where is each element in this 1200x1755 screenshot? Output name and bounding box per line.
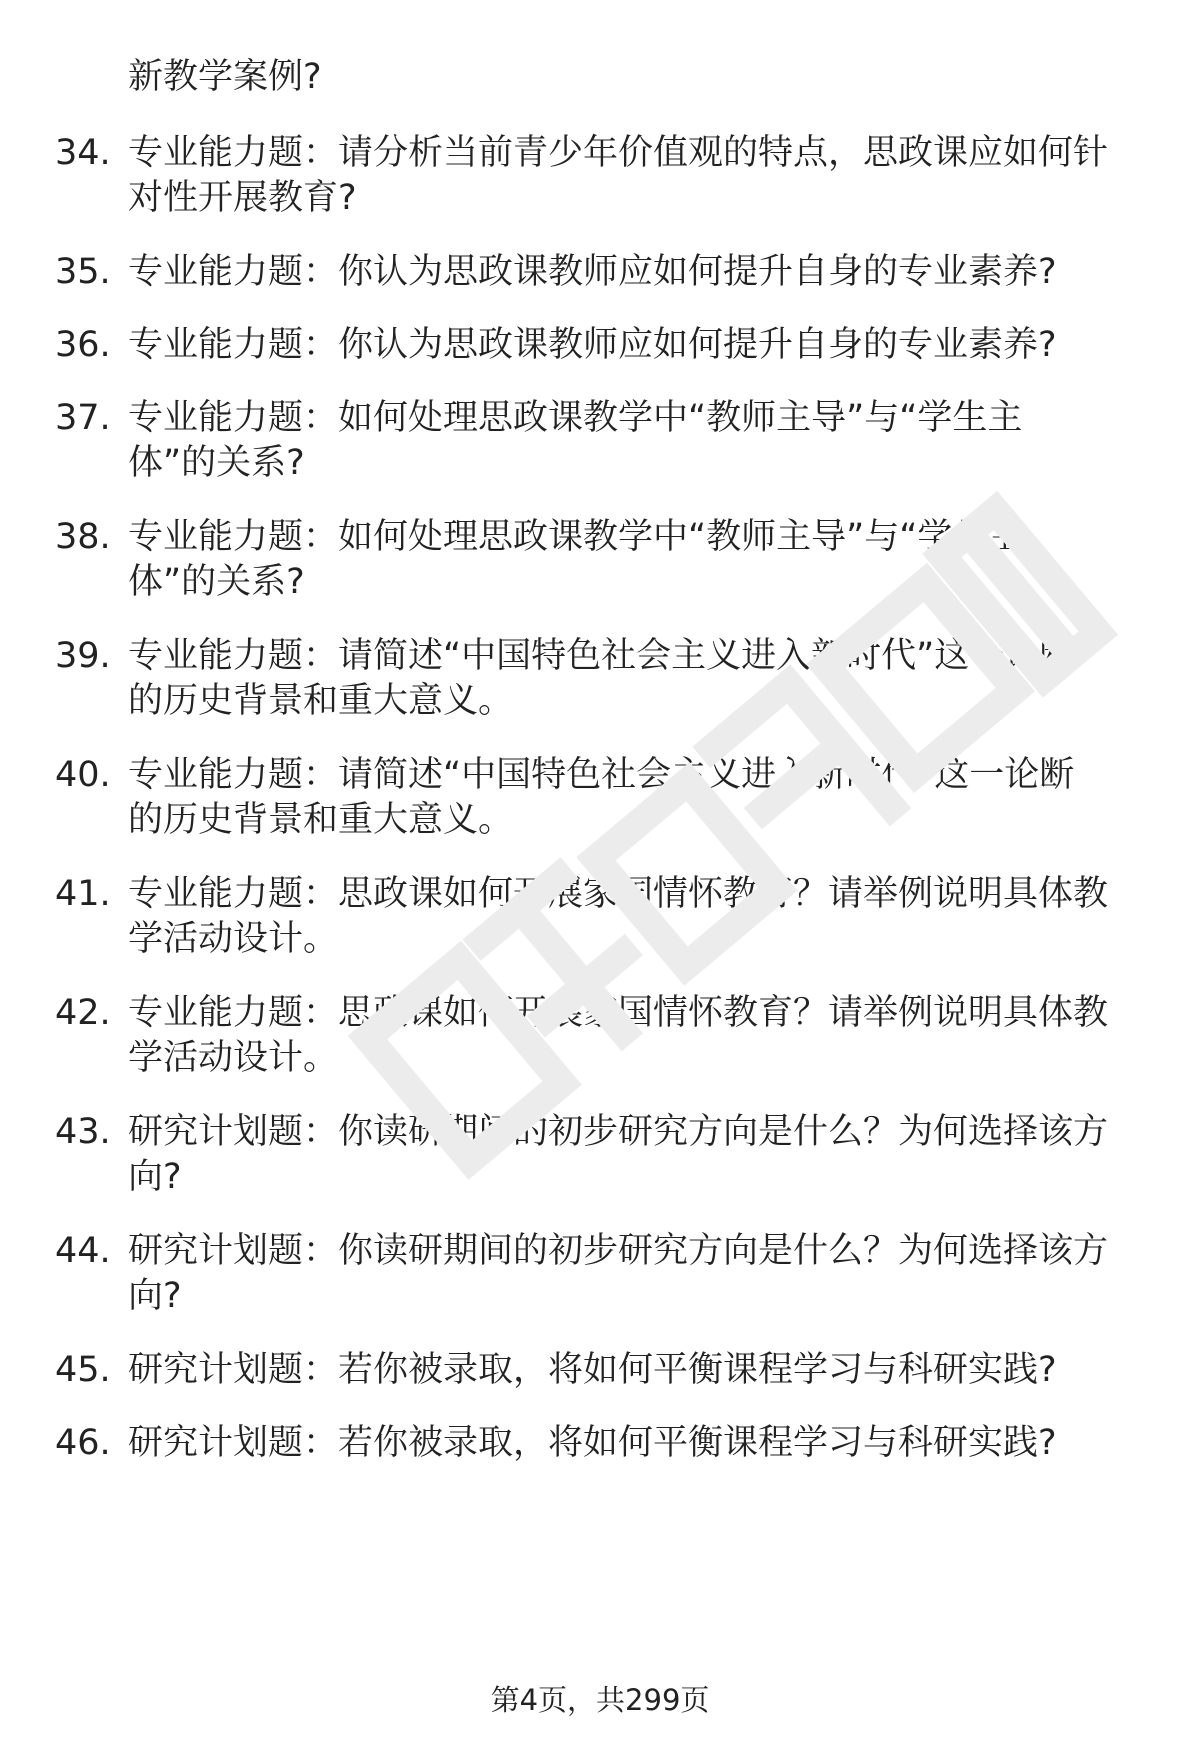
question-text-line: 研究计划题：你读研期间的初步研究方向是什么？为何选择该方 (128, 1112, 1109, 1152)
question-text-line: 专业能力题：请简述“中国特色社会主义进入新时代”这一论断 (128, 755, 1075, 795)
question-number: 41. (55, 874, 111, 914)
question-number: 44. (55, 1231, 111, 1271)
question-number: 42. (55, 993, 111, 1033)
question-number: 38. (55, 517, 111, 557)
page-number-footer: 第4页，共299页 (490, 1683, 710, 1717)
question-number: 40. (55, 755, 111, 795)
question-text-line: 的历史背景和重大意义。 (128, 800, 514, 840)
question-number: 34. (55, 133, 111, 173)
question-text-line: 新教学案例? (128, 57, 322, 97)
question-text-line: 专业能力题：请简述“中国特色社会主义进入新时代”这一论断 (128, 636, 1075, 676)
question-text-line: 体”的关系? (128, 562, 305, 602)
question-number: 43. (55, 1112, 111, 1152)
question-text-line: 的历史背景和重大意义。 (128, 681, 514, 721)
question-text-line: 向? (128, 1157, 182, 1197)
question-number: 37. (55, 398, 111, 438)
question-text-line: 研究计划题：若你被录取，将如何平衡课程学习与科研实践? (128, 1350, 1057, 1390)
question-text-line: 专业能力题：你认为思政课教师应如何提升自身的专业素养? (128, 325, 1057, 365)
question-number: 36. (55, 325, 111, 365)
question-text-line: 专业能力题：思政课如何开展家国情怀教育？请举例说明具体教 (128, 874, 1109, 914)
question-text-line: 研究计划题：你读研期间的初步研究方向是什么？为何选择该方 (128, 1231, 1109, 1271)
question-number: 39. (55, 636, 111, 676)
question-text-line: 专业能力题：如何处理思政课教学中“教师主导”与“学生主 (128, 517, 1023, 557)
question-text-line: 专业能力题：思政课如何开展家国情怀教育？请举例说明具体教 (128, 993, 1109, 1033)
question-number: 35. (55, 252, 111, 292)
question-text-line: 专业能力题：请分析当前青少年价值观的特点，思政课应如何针 (128, 133, 1109, 173)
question-text-line: 专业能力题：如何处理思政课教学中“教师主导”与“学生主 (128, 398, 1023, 438)
question-text-line: 研究计划题：若你被录取，将如何平衡课程学习与科研实践? (128, 1423, 1057, 1463)
question-number: 46. (55, 1423, 111, 1463)
question-text-line: 对性开展教育? (128, 178, 357, 218)
question-text-line: 专业能力题：你认为思政课教师应如何提升自身的专业素养? (128, 252, 1057, 292)
question-text-line: 学活动设计。 (128, 1038, 339, 1078)
question-number: 45. (55, 1350, 111, 1390)
question-text-line: 学活动设计。 (128, 919, 339, 959)
question-text-line: 体”的关系? (128, 443, 305, 483)
question-text-line: 向? (128, 1276, 182, 1316)
